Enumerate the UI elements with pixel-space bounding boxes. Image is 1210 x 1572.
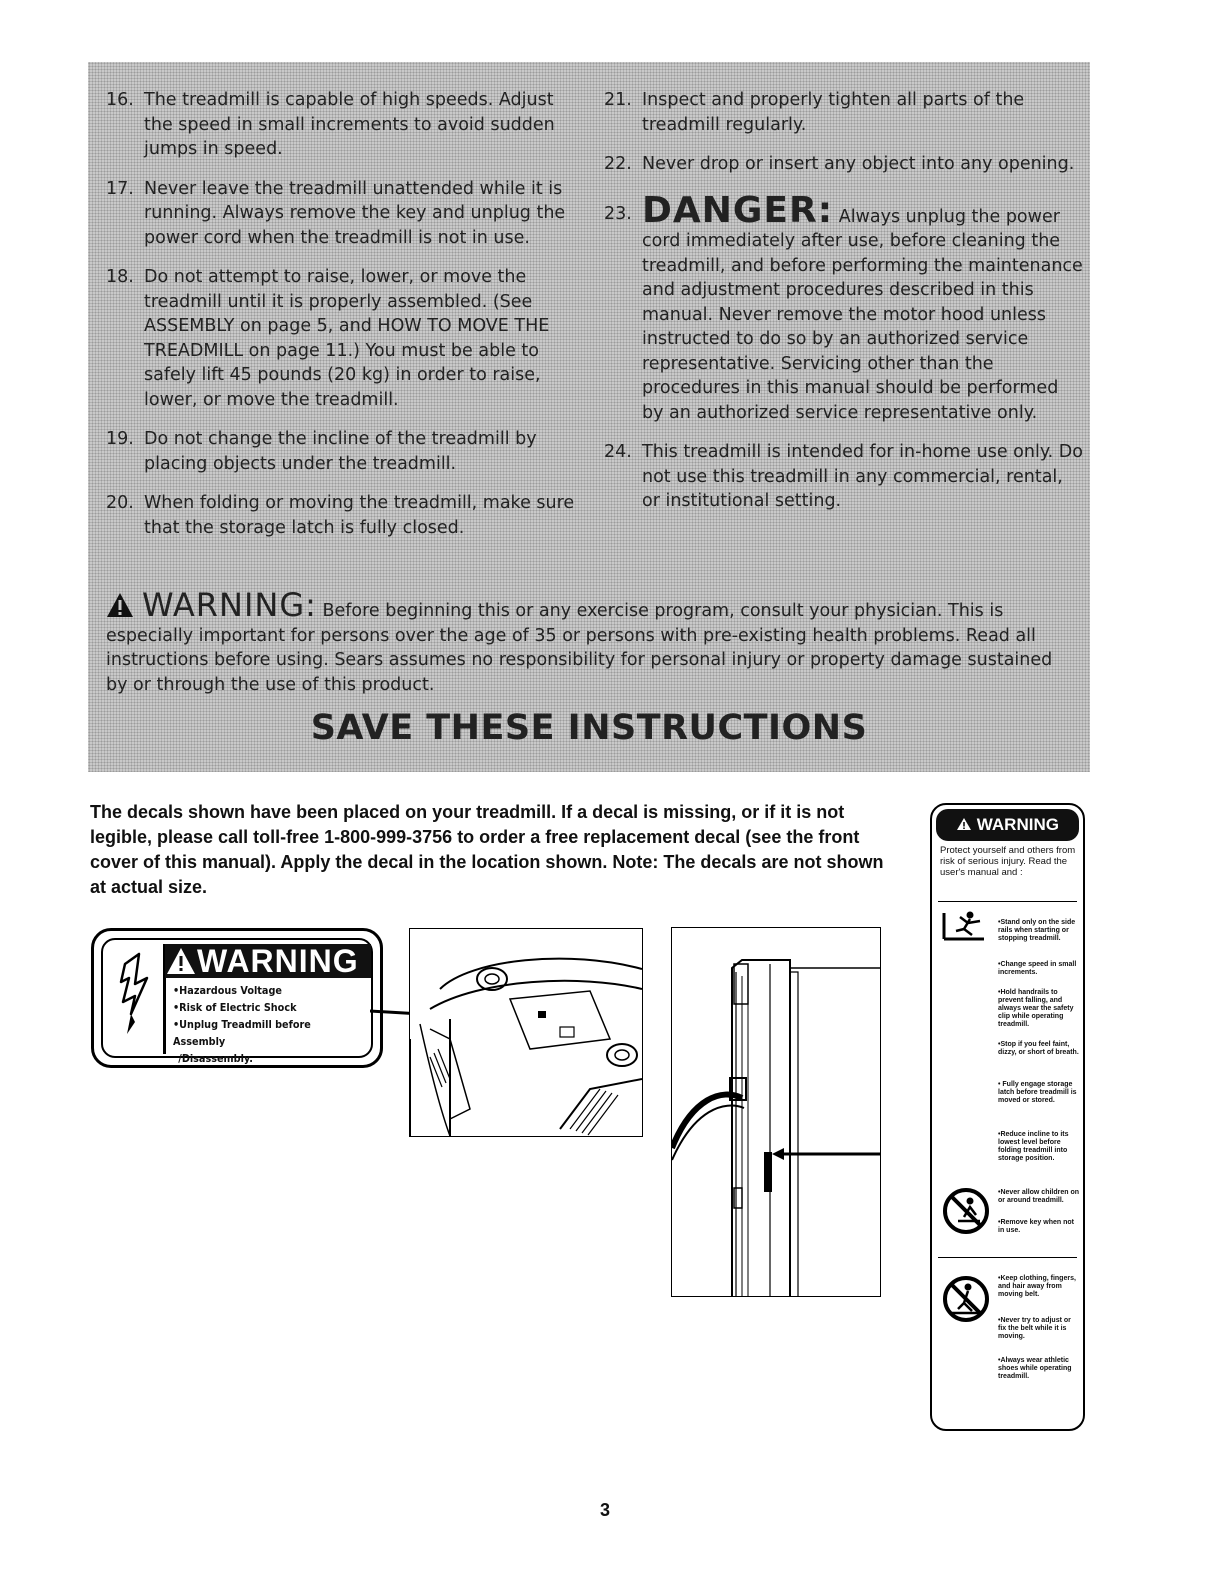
page-number: 3 — [599, 1500, 610, 1520]
item-number: 17. — [106, 178, 134, 199]
safety-item-17 — [106, 177, 576, 251]
side-rail-warning-decal — [930, 803, 1085, 1431]
item-text: Do not change the incline of the treadmill by placing objects under the treadmill. — [144, 429, 537, 474]
hazard-banner-label: WARNING — [197, 944, 359, 978]
hazard-decal-frame — [101, 938, 373, 1065]
item-text: Inspect and properly tighten all parts of the treadmill regularly. — [642, 90, 1025, 135]
side-bullet: •Always wear athletic shoes while operating treadmill. — [998, 1357, 1072, 1380]
item-text: Do not attempt to raise, lower, or move the treadmill until it is properly assembled. (See ASSEMBLY on page 5, and HOW TO MOVE THE TREADMILL on page 11.) You must be able to safely lift 45 pounds (20 kg) in order to raise, lower, or move the treadmill. — [144, 267, 550, 410]
side-bullet: •Remove key when not in use. — [998, 1219, 1074, 1234]
safety-column-left — [106, 88, 576, 555]
motor-hood-figure — [409, 928, 643, 1137]
lightning-bolt-icon — [105, 944, 163, 1054]
hazard-line: •Hazardous Voltage — [173, 984, 282, 997]
side-bullet: •Never try to adjust or fix the belt while it is moving. — [998, 1317, 1071, 1340]
side-bullet: • Fully engage storage latch before treadmill is moved or stored. — [998, 1081, 1077, 1104]
side-warning-banner — [936, 809, 1079, 841]
upright-treadmill-figure — [671, 927, 881, 1297]
danger-heading: DANGER: — [642, 189, 834, 231]
safety-item-20 — [106, 491, 576, 540]
safety-column-right — [604, 88, 1084, 529]
hazard-line: /Disassembly. — [178, 1052, 253, 1065]
side-bullet: •Stop if you feel faint, dizzy, or short of breath. — [998, 1041, 1079, 1056]
safety-item-16 — [106, 88, 576, 162]
hazard-list — [173, 982, 349, 1067]
divider — [938, 1257, 1077, 1258]
bolt-panel — [105, 944, 166, 1054]
item-number: 20. — [106, 493, 134, 513]
safety-item-24 — [604, 440, 1084, 514]
hazard-warning-banner — [165, 944, 371, 978]
side-bullet: •Keep clothing, fingers, and hair away from moving belt. — [998, 1275, 1076, 1298]
side-bullet: •Reduce incline to its lowest level before folding treadmill into storage position. — [998, 1131, 1069, 1162]
side-bullet: •Never allow children on or around treadmill. — [998, 1189, 1080, 1204]
decal-instructions: The decals shown have been placed on your treadmill. If a decal is missing, or if it is not legible, please call toll-free 1-800-999-3756 to order a free replacement decal (see the front cover of this manual). Apply the decal in the location shown. Note: The decals are not shown at actual size. — [90, 802, 884, 897]
item-number: 16. — [106, 90, 134, 110]
hazard-voltage-decal — [91, 928, 383, 1068]
divider — [938, 901, 1077, 902]
safety-item-22 — [604, 152, 1084, 177]
save-instructions-title: SAVE THESE INSTRUCTIONS — [310, 708, 868, 748]
item-text: Always unplug the power cord immediately after use, before cleaning the treadmill, and before performing the maintenance and adjustment procedures described in this manual. Never remove the motor hood unless instructed to do so by an authorized service representative. Servicing other than the procedures in this manual should be performed by an authorized service representative only. — [642, 206, 1083, 423]
item-text: Never leave the treadmill unattended while it is running. Always remove the key and unplug the power cord when the treadmill is not in use. — [144, 178, 566, 248]
item-text: This treadmill is intended for in-home use only. Do not use this treadmill in any commercial, rental, or institutional setting. — [642, 442, 1083, 511]
hazard-line: •Risk of Electric Shock — [173, 1001, 297, 1014]
item-number: 23. — [604, 203, 632, 224]
warning-triangle-icon — [165, 946, 197, 976]
general-warning — [106, 586, 1076, 697]
warning-triangle-icon — [956, 817, 972, 831]
safety-item-18 — [106, 265, 576, 412]
moving-belt-hazard-icon — [940, 1273, 992, 1325]
side-bullet: •Stand only on the side rails when starting or stopping treadmill. — [998, 919, 1076, 942]
motor-hood-illustration — [410, 929, 642, 1136]
hazard-line: •Unplug Treadmill before Assembly — [173, 1018, 311, 1048]
safety-item-21 — [604, 88, 1084, 137]
item-number: 18. — [106, 267, 134, 287]
side-banner-label: WARNING — [976, 815, 1059, 834]
upright-treadmill-illustration — [672, 928, 880, 1296]
item-text: When folding or moving the treadmill, make sure that the storage latch is fully closed. — [144, 493, 575, 538]
safety-item-23 — [604, 189, 1084, 426]
warning-text: Before beginning this or any exercise program, consult your physician. This is especially important for persons over the age of 35 or persons with pre-existing health problems. Read all instructions before using. Sears assumes no responsibility for personal injury or property damage sustained by or through the use of this product. — [106, 601, 1053, 695]
item-text: The treadmill is capable of high speeds. Adjust the speed in small increments to avoid sudden jumps in speed. — [144, 90, 555, 159]
item-number: 24. — [604, 442, 632, 462]
item-number: 19. — [106, 429, 134, 449]
side-decal-intro: Protect yourself and others from risk of serious injury. Read the user's manual and : — [940, 845, 1076, 878]
item-text: Never drop or insert any object into any opening. — [642, 154, 1075, 174]
warning-triangle-icon — [106, 592, 134, 618]
item-number: 22. — [604, 154, 632, 174]
safety-item-19 — [106, 427, 576, 476]
warning-heading: WARNING: — [142, 586, 317, 624]
item-number: 21. — [604, 90, 632, 110]
stand-on-rails-icon — [940, 909, 988, 943]
side-bullet: •Change speed in small increments. — [998, 961, 1077, 976]
side-bullet: •Hold handrails to prevent falling, and always wear the safety clip while operating treadmill. — [998, 989, 1074, 1028]
no-children-icon — [940, 1185, 992, 1237]
safety-instructions-panel — [88, 62, 1090, 772]
